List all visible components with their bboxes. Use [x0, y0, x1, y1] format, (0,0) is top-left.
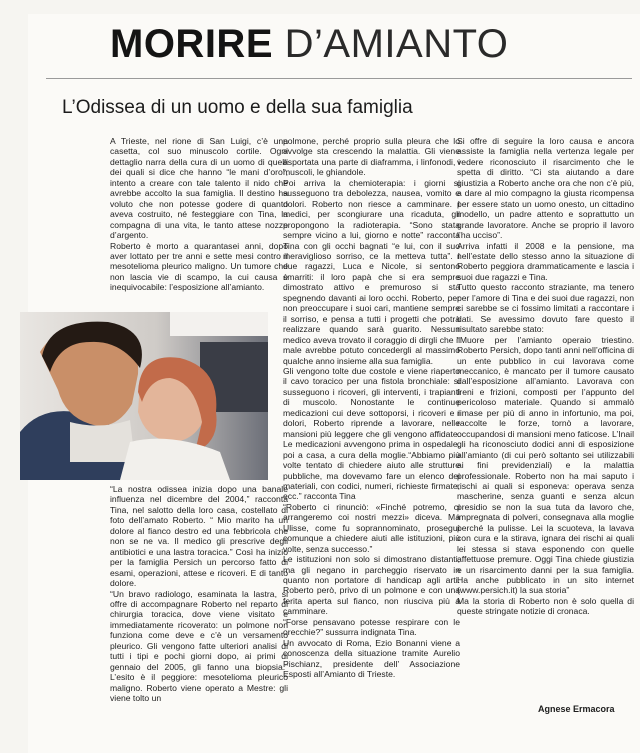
column-1-top [110, 136, 288, 293]
column-1-bottom [110, 484, 288, 704]
column-3 [457, 136, 634, 617]
paragraph: “La nostra odissea inizia dopo una banale influenza nel dicembre del 2004,” racconta Tina, nel salotto della loro casa, costellato di foto dell’amato Roberto. “ Mio marito ha un dolore al fianco destro ed una febbricola che non se ne va. Il medico gli prescrive degli antibiotici e una lastra toracica.” Così ha inizio per la famiglia Persich un percorso fatto di esami, operazioni, attese e ricoveri. E di tanto dolore. [110, 484, 288, 589]
author-byline: Agnese Ermacora [538, 704, 615, 714]
paragraph: Si offre di seguire la loro causa e ancora assiste la famiglia nella vertenza legale per vedere riconosciuto il risarcimento che le spetta di diritto. “Ci sta aiutando a dare giustizia a Roberto anche ora che non c’è più, a dare al mio compagno la giusta ricompensa per essere stato un uomo onesto, un cittadino modello, un padre attento e soprattutto un grande lavoratore. Anche se proprio il lavoro l’ha ucciso”. [457, 136, 634, 241]
paragraph: “Roberto ci rinunciò: «Finché potremo, ci arrangeremo coi nostri mezzi» diceva. Ma Ulisse, come fu soprannominato, proseguì comunque a chiedere aiuti alle istituzioni, più volte, senza successo.” [283, 501, 460, 554]
paragraph: polmone, perché proprio sulla pleura che lo avvolge sta crescendo la malattia. Gli viene asportata una parte di diaframma, i linfonodi, i muscoli, le ghiandole. [283, 136, 460, 178]
paragraph: “Un bravo radiologo, esaminata la lastra, si offre di accompagnare Roberto nel reparto di chirurgia toracica, dove viene visitato e immediatamente ricoverato: un polmone non funziona come deve e c’è un versamento pleurico. Gli vengono fatte ulteriori analisi di tutti i tipi e pochi giorni dopo, ai primi di gennaio del 2005, gli fanno una biopsia.” L’esito è il peggiore: mesotelioma pleurico maligno. Roberto viene operato a Mestre: gli viene tolto un [110, 588, 288, 704]
article-title [110, 22, 508, 66]
paragraph: “Forse pensavano potesse respirare con le orecchie?” sussurra indignata Tina. [283, 616, 460, 638]
column-2 [283, 136, 460, 680]
paragraph: Un avvocato di Roma, Ezio Bonanni viene a conoscenza della situazione tramite Aurelio Pischianz, presidente dell’ Associazione Esposti all’Amianto di Trieste. [283, 637, 460, 680]
article-photo [20, 312, 268, 480]
paragraph: Roberto è morto a quarantasei anni, dopo aver lottato per tre anni e sette mesi contro il mesotelioma pleurico maligno. Un tumore che non lascia vie di scampo, la cui causa è inequivocabile: l’esposizione all’amianto. [110, 240, 288, 293]
paragraph: Ma la storia di Roberto non è solo quella di queste stringate notizie di cronaca. [457, 595, 634, 617]
article-subtitle: L’Odissea di un uomo e della sua famiglia [62, 97, 413, 118]
title-divider [46, 78, 632, 79]
couple-photo-illustration [20, 312, 268, 480]
paragraph: Le istituzioni non solo si dimostrano distanti, ma gli negano in parcheggio riservato in quanto non portatore di handicap agli arti. Roberto però, privo di un polmone e con una ferita aperta sul fianco, non riusciva più a camminare. [283, 554, 460, 617]
paragraph: Gli vengono tolte due costole e viene riaperto il cavo toracico per una fistola bronchiale: si susseguono i ricoveri, gli interventi, i trapianti di muscolo. Nonostante le continue medicazioni cui deve sottoporsi, i ricoveri e i dolori, Roberto riprende a lavorare, nelle mansioni più leggere che gli vengono affidate. Le medicazioni avvengono prima in ospedale, poi a casa, a cura della moglie.“Abbiamo più volte tentato di chiedere aiuto alle strutture pubbliche, ma dovevamo fare un elenco dei materiali, con codici, numeri, richieste firmate, ecc.” racconta Tina [283, 365, 460, 502]
paragraph: A Trieste, nel rione di San Luigi, c’è una casetta, col suo minuscolo cortile. Ogni dettaglio narra della cura di un uomo di quelli dei quali si dice che hanno “le mani d’oro”, intento a creare con tale talento il nido che avrebbe accolto la sua famiglia. Il destino ha voluto che non potesse godere di quanto aveva costruito, né festeggiare con Tina, la compagna di una vita, le tanto attese nozze d’argento. [110, 136, 288, 241]
paragraph: “Muore per l’amianto operaio triestino. Roberto Persich, dopo tanti anni nell’officina di un ente pubblico in cui lavorava come meccanico, è mancato per il tumore causato dall’esposizione all’amianto. Lavorava con freni e frizioni, composti per l’appunto del pericoloso materiale. Quando si ammalò rimase per più di anno in infortunio, ma poi, raccolte le forze, tornò a lavorare, occupandosi di mansioni meno faticose. L’Inail gli ha riconosciuto dodici anni di esposizione all’amianto (di cui però soltanto sei utilizzabili ai fini previdenziali) e la malattia professionale. Roberto non ha mai saputo i rischi ai quali si esponeva: operava senza mascherine, senza guanti e senza alcun presidio se non la sua tuta da lavoro che, impregnata di polveri, consegnava alla moglie perché la pulisse. Lei la scuoteva, la lavava con cura e la stirava, ignara dei rischi ai quali lei stessa si stava esponendo con quelle affettuose premure. Oggi Tina chiede giustizia e un risarcimento danni per la sua famiglia. Ha anche pubblicato in un sito internet (www.persich.it) la sua storia” [457, 334, 634, 596]
paragraph: Tutto questo racconto straziante, ma tenero per l’amore di Tina e dei suoi due ragazzi, non ci sarebbe se ci fossimo limitati a raccontare i dati. Se avessimo dovuto fare questo il risultato sarebbe stato: [457, 282, 634, 335]
title-light: D’AMIANTO [284, 22, 509, 66]
title-bold: MORIRE [110, 22, 273, 66]
paragraph: Arriva infatti il 2008 e la pensione, ma nell’estate dello stesso anno la situazione di Roberto peggiora drammaticamente e lascia i suoi due ragazzi e Tina. [457, 240, 634, 282]
paragraph: Poi arriva la chemioterapia: i giorni si susseguono tra debolezza, nausea, vomito e dolori. Roberto non riesce a camminare. I medici, per scongiurare una ricaduta, gli propongono la radioterapia. “Sono stata sempre vicino a lui, giorno e notte” racconta Tina con gli occhi bagnati “e lui, con il suo meraviglioso sorriso, ce la metteva tutta”. I due ragazzi, Luca e Nicole, si sentono smarriti: il loro papà che si era sempre dimostrato attivo e premuroso si sta spegnendo davanti ai loro occhi. Roberto, per non preoccupare i suoi cari, mantiene sempre il sorriso, e pensa a tutti i progetti che potrà realizzare quando sarà guarito. Nessun medico aveva trovato il coraggio di dirgli che il male avrebbe potuto concedergli al massimo qualche anno insieme alla sua famiglia. [283, 177, 460, 366]
